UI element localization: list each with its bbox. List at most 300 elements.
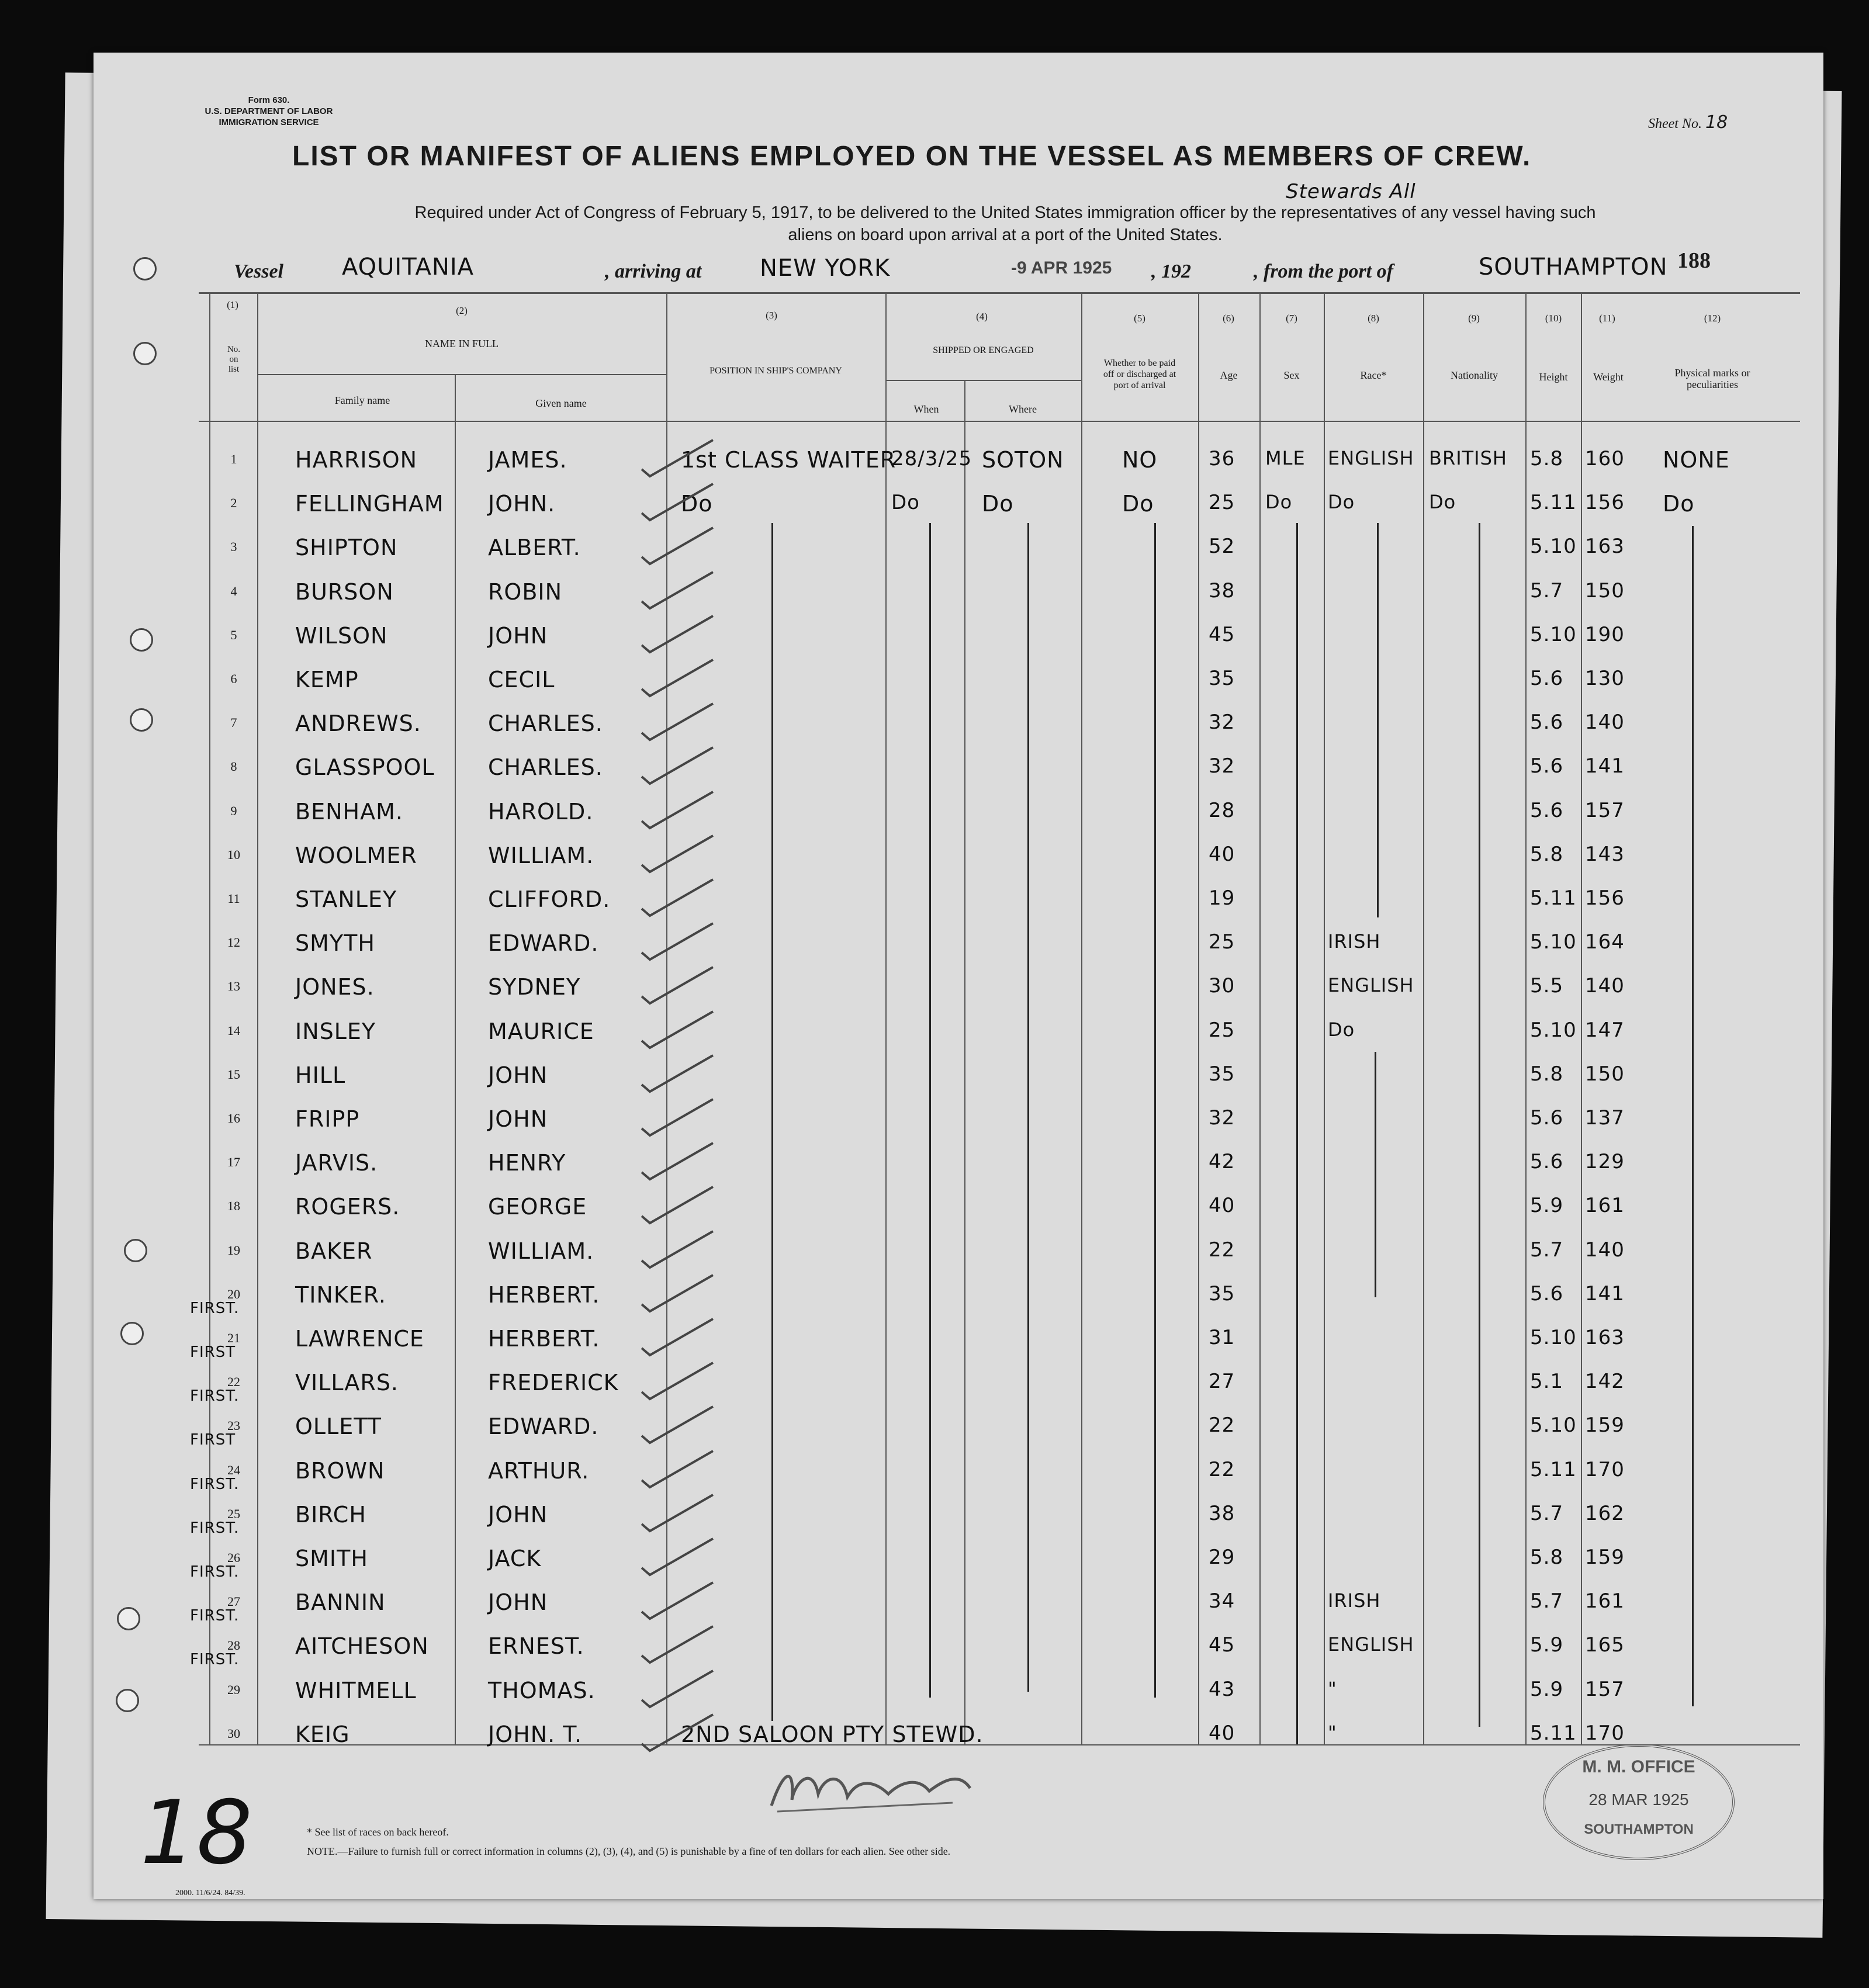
age-cell: 42 [1209, 1150, 1235, 1174]
family-name-cell: WOOLMER [295, 842, 417, 868]
check-mark-icon [637, 699, 719, 746]
row-number: 26 [227, 1550, 240, 1565]
punch-hole [130, 628, 153, 652]
given-name-cell: JACK [488, 1546, 542, 1571]
race-cell: IRISH [1328, 1589, 1381, 1612]
family-name-cell: FRIPP [295, 1106, 360, 1132]
age-cell: 35 [1209, 1282, 1235, 1305]
family-name-cell: OLLETT [295, 1414, 382, 1440]
given-name-cell: ARTHUR. [488, 1457, 590, 1484]
col-11-number: (11) [1599, 313, 1615, 324]
family-name-cell: FELLINGHAM [295, 491, 444, 517]
arriving-port: NEW YORK [760, 255, 891, 282]
col-2-number: (2) [456, 305, 468, 316]
weight-cell: 150 [1585, 579, 1625, 602]
age-cell: 25 [1209, 930, 1235, 954]
given-name-cell: THOMAS. [488, 1677, 596, 1703]
punch-hole [133, 257, 157, 280]
column-rule [964, 380, 965, 1744]
check-mark-icon [637, 1666, 719, 1713]
class-prefix: FIRST [190, 1343, 236, 1361]
family-name-cell: ANDREWS. [295, 711, 421, 737]
given-name-cell: HERBERT. [488, 1282, 600, 1308]
year-label: , 192 [1151, 261, 1191, 282]
class-prefix: FIRST. [190, 1299, 240, 1317]
check-mark-icon [637, 919, 719, 965]
nationality-cell: Do [1429, 491, 1456, 514]
ditto-line [1479, 523, 1480, 1727]
row-number: 4 [230, 583, 237, 598]
class-prefix: FIRST. [190, 1519, 240, 1537]
reference-number: 188 [1677, 248, 1711, 273]
check-mark-icon [637, 743, 719, 789]
age-cell: 52 [1209, 535, 1235, 559]
family-name-cell: BIRCH [295, 1501, 366, 1528]
row-number: 15 [227, 1066, 240, 1082]
given-name-cell: ROBIN [488, 579, 563, 605]
races-note: * See list of races on back hereof. [307, 1826, 449, 1838]
given-name-cell: JOHN. T. [488, 1721, 583, 1747]
row-number: 8 [230, 759, 237, 774]
race-cell: " [1328, 1677, 1337, 1700]
col-position: POSITION IN SHIP'S COMPANY [709, 366, 842, 376]
race-cell: IRISH [1328, 930, 1381, 953]
check-mark-icon [637, 479, 719, 526]
given-name-cell: FREDERICK [488, 1370, 619, 1396]
age-cell: 38 [1209, 1501, 1235, 1525]
race-cell: ENGLISH [1328, 1633, 1414, 1656]
row-number: 6 [230, 671, 237, 686]
row-number: 10 [227, 847, 240, 862]
list-label: list [228, 365, 240, 374]
vessel-name: AQUITANIA [342, 254, 474, 280]
given-name-cell: JOHN [488, 1062, 548, 1088]
row-number: 20 [227, 1286, 240, 1301]
row-number: 9 [230, 803, 237, 818]
height-cell: 5.6 [1530, 798, 1564, 822]
col-name-in-full: NAME IN FULL [425, 338, 499, 349]
sheet-number [1648, 112, 1728, 133]
family-name-cell: BANNIN [295, 1589, 386, 1616]
given-name-cell: HAROLD. [488, 798, 594, 825]
weight-cell: 164 [1585, 930, 1625, 954]
height-cell: 5.9 [1530, 1194, 1564, 1218]
family-name-cell: JONES. [295, 974, 375, 1000]
height-cell: 5.6 [1530, 667, 1564, 690]
check-mark-icon [637, 1095, 719, 1141]
age-cell: 29 [1209, 1546, 1235, 1569]
weight-cell: 140 [1585, 711, 1625, 735]
check-mark-icon [637, 1227, 719, 1273]
weight-cell: 190 [1585, 622, 1625, 646]
family-name-cell: GLASSPOOL [295, 754, 435, 781]
ditto-line [1692, 526, 1694, 1706]
col-no-on-list [212, 345, 256, 375]
age-cell: 19 [1209, 886, 1235, 910]
column-rule [1525, 292, 1527, 1744]
race-cell: ENGLISH [1328, 447, 1414, 469]
check-mark-icon [637, 1270, 719, 1317]
col-sex: Sex [1283, 369, 1300, 381]
sex-cell: MLE [1265, 447, 1306, 469]
stamp-office: M. M. OFFICE [1582, 1757, 1695, 1776]
family-name-cell: BURSON [295, 579, 394, 605]
col-8-number: (8) [1368, 313, 1379, 324]
class-prefix: FIRST. [190, 1475, 240, 1493]
row-number: 28 [227, 1638, 240, 1653]
physical-marks-cell: NONE [1663, 447, 1730, 473]
col-3-number: (3) [766, 310, 777, 321]
check-mark-icon [637, 435, 719, 482]
weight-cell: 161 [1585, 1589, 1625, 1613]
row-number: 23 [227, 1418, 240, 1433]
height-cell: 5.10 [1530, 622, 1577, 646]
column-rule [885, 292, 887, 1744]
marks-line-2: peculiarities [1687, 379, 1738, 390]
stewards-note: Stewards All [1286, 180, 1416, 203]
weight-cell: 170 [1585, 1457, 1625, 1481]
height-cell: 5.10 [1530, 1018, 1577, 1042]
height-cell: 5.10 [1530, 535, 1577, 559]
family-name-cell: BAKER [295, 1238, 373, 1264]
form-number: Form 630. [248, 95, 290, 105]
vessel-label: Vessel [234, 261, 283, 282]
check-mark-icon [637, 1182, 719, 1229]
col-12-number: (12) [1704, 313, 1721, 324]
row-number: 24 [227, 1462, 240, 1477]
age-cell: 35 [1209, 667, 1235, 690]
penalty-note: NOTE.—Failure to furnish full or correct information in columns (2), (3), (4), and (5) is punishable by a fine of ten dollars for each alien. See other side. [307, 1845, 951, 1857]
family-name-cell: SHIPTON [295, 535, 398, 561]
class-prefix: FIRST. [190, 1607, 240, 1625]
class-prefix: FIRST [190, 1431, 236, 1449]
age-cell: 40 [1209, 1721, 1235, 1745]
height-cell: 5.9 [1530, 1633, 1564, 1657]
weight-cell: 161 [1585, 1194, 1625, 1218]
weight-cell: 162 [1585, 1501, 1625, 1525]
height-cell: 5.11 [1530, 491, 1577, 515]
check-mark-icon [637, 1007, 719, 1054]
column-rule [1081, 292, 1082, 1744]
on-label: on [229, 355, 238, 364]
height-cell: 5.6 [1530, 711, 1564, 735]
height-cell: 5.11 [1530, 1457, 1577, 1481]
height-cell: 5.8 [1530, 842, 1564, 866]
given-name-cell: CECIL [488, 667, 555, 692]
column-rule [1259, 292, 1261, 1744]
weight-cell: 163 [1585, 1326, 1625, 1349]
footer-sheet-mark: 18 [140, 1782, 253, 1884]
age-cell: 28 [1209, 798, 1235, 822]
family-name-cell: SMITH [295, 1546, 368, 1571]
check-mark-icon [637, 831, 719, 878]
family-name-cell: VILLARS. [295, 1370, 399, 1396]
given-name-cell: SYDNEY [488, 974, 581, 1000]
age-cell: 45 [1209, 622, 1235, 646]
date-stamp: -9 APR 1925 [1011, 258, 1112, 278]
check-mark-icon [637, 1358, 719, 1405]
family-name-cell: HILL [295, 1062, 346, 1088]
class-prefix: FIRST. [190, 1563, 240, 1581]
age-cell: 22 [1209, 1457, 1235, 1481]
family-name-cell: STANLEY [295, 886, 397, 912]
family-name-cell: BROWN [295, 1457, 385, 1484]
race-cell: Do [1328, 1018, 1355, 1041]
given-name-cell: JOHN [488, 1106, 548, 1132]
col-paid-off [1084, 358, 1195, 391]
check-mark-icon [637, 1534, 719, 1581]
column-rule [1198, 292, 1199, 1744]
col-shipped-or-engaged: SHIPPED OR ENGAGED [933, 345, 1034, 355]
age-cell: 38 [1209, 579, 1235, 602]
column-rule [1324, 292, 1325, 1744]
weight-cell: 130 [1585, 667, 1625, 690]
age-cell: 30 [1209, 974, 1235, 998]
print-code: 2000. 11/6/24. 84/39. [175, 1889, 245, 1897]
sheet-number-value: 18 [1705, 112, 1728, 133]
family-name-cell: WHITMELL [295, 1677, 417, 1703]
sheet-number-label: Sheet No. [1648, 116, 1702, 131]
height-cell: 5.7 [1530, 1238, 1564, 1262]
family-name-cell: INSLEY [295, 1018, 376, 1044]
punch-hole [116, 1689, 139, 1712]
col-given-name: Given name [535, 397, 587, 409]
ditto-line [1154, 523, 1156, 1698]
age-cell: 32 [1209, 711, 1235, 735]
department-name: U.S. DEPARTMENT OF LABOR [205, 106, 333, 116]
weight-cell: 140 [1585, 974, 1625, 998]
col-race: Race* [1360, 369, 1387, 381]
height-cell: 5.10 [1530, 1326, 1577, 1349]
check-mark-icon [637, 567, 719, 614]
given-name-cell: JOHN [488, 1589, 548, 1616]
check-mark-icon [637, 1051, 719, 1097]
given-name-cell: GEORGE [488, 1194, 587, 1220]
no-label: No. [227, 345, 241, 354]
when-cell: 28/3/25 [891, 447, 972, 470]
manifest-title: LIST OR MANIFEST OF ALIENS EMPLOYED ON THE VESSEL AS MEMBERS OF CREW. [292, 141, 1532, 172]
ditto-line [929, 523, 931, 1698]
col-9-number: (9) [1468, 313, 1480, 324]
weight-cell: 160 [1585, 447, 1625, 470]
weight-cell: 143 [1585, 842, 1625, 866]
row-number: 29 [227, 1682, 240, 1697]
height-cell: 5.8 [1530, 1062, 1564, 1086]
weight-cell: 170 [1585, 1721, 1625, 1745]
weight-cell: 137 [1585, 1106, 1625, 1130]
arriving-label: , arriving at [605, 261, 702, 282]
given-name-cell: ALBERT. [488, 535, 581, 561]
height-cell: 5.7 [1530, 1589, 1564, 1613]
col-family-name: Family name [334, 394, 390, 406]
col-weight: Weight [1593, 371, 1624, 383]
weight-cell: 159 [1585, 1414, 1625, 1438]
class-prefix: FIRST. [190, 1387, 240, 1405]
row-number: 5 [230, 627, 237, 642]
row-number: 11 [227, 891, 240, 906]
col-4-number: (4) [976, 311, 988, 322]
weight-cell: 129 [1585, 1150, 1625, 1174]
position-cell: 1st CLASS WAITER [681, 447, 897, 473]
col-when: When [913, 403, 939, 415]
punch-hole [130, 708, 153, 732]
given-name-cell: JAMES. [488, 447, 567, 473]
weight-cell: 141 [1585, 754, 1625, 778]
table-top-rule [199, 292, 1800, 294]
row-number: 12 [227, 935, 240, 950]
family-name-cell: WILSON [295, 622, 388, 649]
weight-cell: 156 [1585, 491, 1625, 515]
check-mark-icon [637, 1138, 719, 1185]
height-cell: 5.10 [1530, 930, 1577, 954]
weight-cell: 142 [1585, 1370, 1625, 1394]
paid-off-line-2: off or discharged at [1103, 369, 1176, 379]
col-5-number: (5) [1134, 313, 1145, 324]
race-cell: Do [1328, 491, 1355, 514]
family-name-cell: ROGERS. [295, 1194, 400, 1220]
family-name-cell: KEMP [295, 667, 359, 692]
age-cell: 27 [1209, 1370, 1235, 1394]
family-name-cell: TINKER. [295, 1282, 386, 1308]
col-age: Age [1220, 369, 1238, 381]
where-cell: SOTON [982, 447, 1064, 473]
check-mark-icon [637, 1446, 719, 1493]
given-name-cell: EDWARD. [488, 930, 599, 957]
given-name-cell: HENRY [488, 1150, 566, 1176]
given-name-cell: MAURICE [488, 1018, 594, 1044]
check-mark-icon [637, 1578, 719, 1625]
height-cell: 5.9 [1530, 1677, 1564, 1701]
check-mark-icon [637, 1710, 719, 1757]
age-cell: 25 [1209, 1018, 1235, 1042]
col-6-number: (6) [1223, 313, 1234, 324]
age-cell: 22 [1209, 1238, 1235, 1262]
row-number: 18 [227, 1199, 240, 1214]
height-cell: 5.10 [1530, 1414, 1577, 1438]
shipped-subheader-rule [885, 380, 1081, 381]
mm-office-stamp [1543, 1744, 1735, 1860]
subtitle-line-1: Required under Act of Congress of February 5, 1917, to be delivered to the United States immigration officer by the representatives of any vessel having such [414, 203, 1596, 222]
check-mark-icon [637, 787, 719, 834]
check-mark-icon [637, 1402, 719, 1449]
subtitle-line-2: aliens on board upon arrival at a port of the United States. [788, 226, 1223, 244]
nationality-cell: BRITISH [1429, 447, 1507, 469]
col-physical-marks [1642, 367, 1783, 390]
height-cell: 5.6 [1530, 754, 1564, 778]
height-cell: 5.11 [1530, 1721, 1577, 1745]
ditto-line [1375, 1052, 1376, 1297]
age-cell: 36 [1209, 447, 1235, 470]
check-mark-icon [637, 611, 719, 658]
height-cell: 5.6 [1530, 1106, 1564, 1130]
family-name-cell: BENHAM. [295, 798, 403, 825]
weight-cell: 165 [1585, 1633, 1625, 1657]
paid-off-line-3: port of arrival [1113, 380, 1166, 390]
given-name-cell: EDWARD. [488, 1414, 599, 1440]
check-mark-icon [637, 1622, 719, 1668]
weight-cell: 163 [1585, 535, 1625, 559]
service-name: IMMIGRATION SERVICE [219, 117, 319, 127]
ditto-line [1296, 523, 1298, 1744]
col-height: Height [1539, 371, 1568, 383]
height-cell: 5.11 [1530, 886, 1577, 910]
paid-off-cell: NO [1122, 447, 1158, 473]
header-bottom-rule [199, 421, 1800, 422]
check-mark-icon [637, 523, 719, 570]
weight-cell: 147 [1585, 1018, 1625, 1042]
given-name-cell: HERBERT. [488, 1326, 600, 1352]
row-number: 17 [227, 1155, 240, 1170]
weight-cell: 157 [1585, 1677, 1625, 1701]
row-number: 2 [230, 496, 237, 511]
height-cell: 5.7 [1530, 1501, 1564, 1525]
row-number: 21 [227, 1331, 240, 1345]
family-name-cell: JARVIS. [295, 1150, 378, 1176]
race-cell: " [1328, 1721, 1337, 1744]
paid-off-line-1: Whether to be paid [1103, 358, 1176, 368]
weight-cell: 140 [1585, 1238, 1625, 1262]
column-rule [455, 374, 456, 1744]
age-cell: 45 [1209, 1633, 1235, 1657]
when-cell: Do [891, 491, 920, 515]
col-nationality: Nationality [1451, 369, 1498, 381]
family-name-cell: HARRISON [295, 447, 418, 473]
weight-cell: 141 [1585, 1282, 1625, 1305]
family-name-cell: KEIG [295, 1721, 350, 1747]
weight-cell: 156 [1585, 886, 1625, 910]
sex-cell: Do [1265, 491, 1293, 514]
from-port: SOUTHAMPTON [1479, 254, 1668, 280]
form-identifier [175, 95, 362, 128]
col-10-number: (10) [1545, 313, 1562, 324]
col-7-number: (7) [1286, 313, 1297, 324]
row-number: 13 [227, 979, 240, 994]
given-name-cell: JOHN [488, 622, 548, 649]
ditto-line [1377, 523, 1379, 917]
where-cell: Do [982, 491, 1014, 517]
row-number: 25 [227, 1506, 240, 1521]
height-cell: 5.5 [1530, 974, 1564, 998]
family-name-cell: LAWRENCE [295, 1326, 424, 1352]
height-cell: 5.7 [1530, 579, 1564, 602]
height-cell: 5.8 [1530, 1546, 1564, 1569]
row-number: 7 [230, 715, 237, 730]
position-cell: 2ND SALOON PTY STEWD. [681, 1721, 984, 1747]
column-rule [1423, 292, 1424, 1744]
height-cell: 5.8 [1530, 447, 1564, 470]
given-name-cell: JOHN. [488, 491, 556, 517]
row-number: 22 [227, 1374, 240, 1390]
ditto-line [771, 523, 773, 1721]
age-cell: 22 [1209, 1414, 1235, 1438]
given-name-cell: ERNEST. [488, 1633, 584, 1660]
row-number: 3 [230, 539, 237, 555]
row-number: 1 [230, 452, 237, 466]
column-rule [257, 292, 258, 1744]
manifest-subtitle [222, 202, 1788, 246]
family-name-cell: AITCHESON [295, 1633, 429, 1660]
age-cell: 31 [1209, 1326, 1235, 1349]
age-cell: 32 [1209, 1106, 1235, 1130]
check-mark-icon [637, 1490, 719, 1537]
given-name-cell: CLIFFORD. [488, 886, 611, 912]
age-cell: 43 [1209, 1677, 1235, 1701]
marks-line-1: Physical marks or [1674, 367, 1750, 379]
given-name-cell: CHARLES. [488, 711, 603, 737]
check-mark-icon [637, 1314, 719, 1361]
age-cell: 25 [1209, 491, 1235, 515]
family-name-cell: SMYTH [295, 930, 375, 957]
